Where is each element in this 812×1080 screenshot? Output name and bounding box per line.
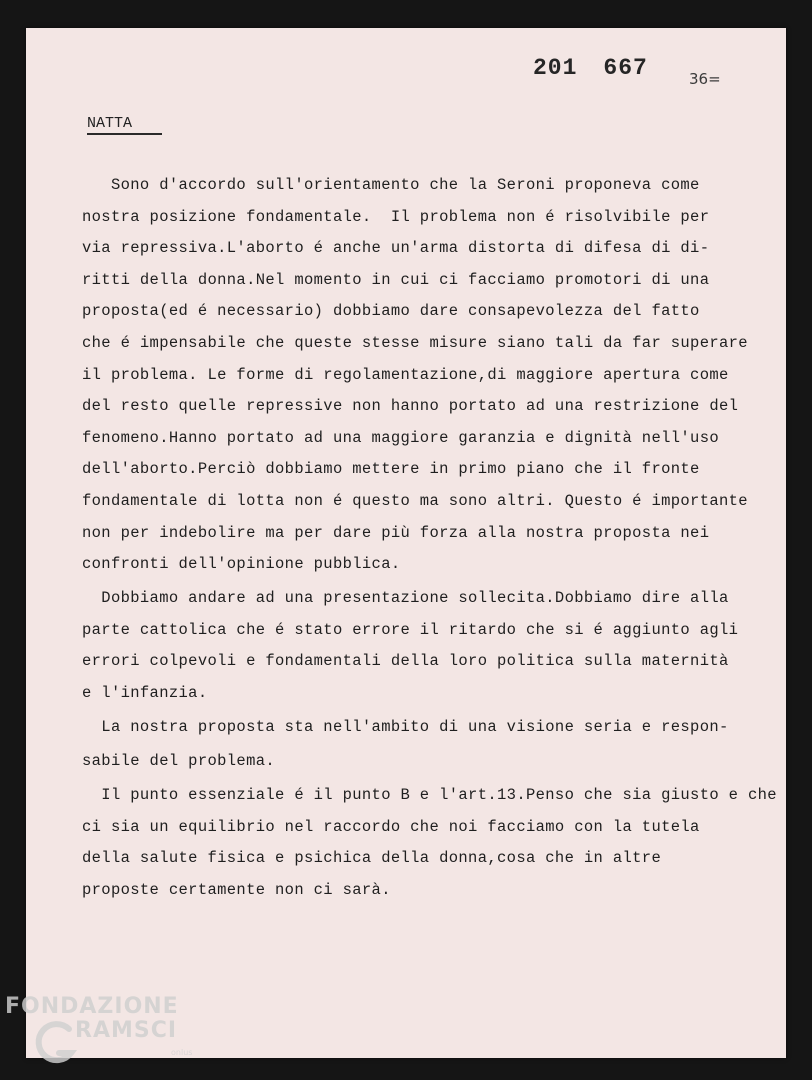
text-line: confronti dell'opinione pubblica. (82, 555, 401, 574)
text-line: ci sia un equilibrio nel raccordo che noi facciamo con la tutela (82, 817, 700, 836)
text-line: parte cattolica che é stato errore il ritardo che si é aggiunto agli (82, 620, 739, 639)
text-line: fondamentale di lotta non é questo ma sono altri. Questo é importante (82, 491, 748, 510)
text-line: ritti della donna.Nel momento in cui ci facciamo promotori di una (82, 270, 710, 289)
text-line: fenomeno.Hanno portato ad una maggiore garanzia e dignità nell'uso (82, 428, 719, 447)
text-line: il problema. Le forme di regolamentazione,di maggiore apertura come (82, 365, 729, 384)
text-line: errori colpevoli e fondamentali della loro politica sulla maternità (82, 652, 729, 671)
gramsci-logo-icon (33, 1019, 79, 1071)
text-line: della salute fisica e psichica della donna,cosa che in altre (82, 849, 662, 868)
text-line: non per indebolire ma per dare più forza alla nostra proposta nei (82, 523, 710, 542)
watermark-suffix: onlus (171, 1048, 193, 1057)
text-line: Dobbiamo andare ad una presentazione sollecita.Dobbiamo dire alla (82, 588, 729, 607)
speaker-heading: NATTA (87, 115, 162, 135)
document-page (26, 28, 786, 1058)
document-number-part2: 667 (603, 55, 648, 81)
document-body (82, 170, 782, 906)
fondazione-gramsci-watermark (5, 994, 225, 1074)
text-line: proposta(ed é necessario) dobbiamo dare consapevolezza del fatto (82, 302, 700, 321)
text-line: e l'infanzia. (82, 683, 208, 702)
text-line: Sono d'accordo sull'orientamento che la Seroni proponeva come (82, 176, 700, 194)
document-number-part1: 201 (533, 55, 578, 81)
text-line: che é impensabile che queste stesse misure siano tali da far superare (82, 333, 748, 352)
text-line: nostra posizione fondamentale. Il problema non é risolvibile per (82, 207, 710, 226)
document-number (533, 55, 648, 81)
watermark-line2: RAMSCI (75, 1018, 178, 1043)
text-line: Il punto essenziale é il punto B e l'art.13.Penso che sia giusto e che (82, 785, 777, 804)
text-line: La nostra proposta sta nell'ambito di una visione seria e respon- (82, 717, 729, 736)
text-line: del resto quelle repressive non hanno portato ad una restrizione del (82, 397, 739, 416)
text-line: proposte certamente non ci sarà. (82, 880, 391, 899)
page-number-mark: 36= (689, 70, 721, 88)
text-line: dell'aborto.Perciò dobbiamo mettere in primo piano che il fronte (82, 460, 700, 479)
watermark-line1: FONDAZIONE (5, 994, 179, 1019)
text-line: sabile del problema. (82, 751, 276, 770)
text-line: via repressiva.L'aborto é anche un'arma distorta di difesa di di- (82, 239, 710, 258)
